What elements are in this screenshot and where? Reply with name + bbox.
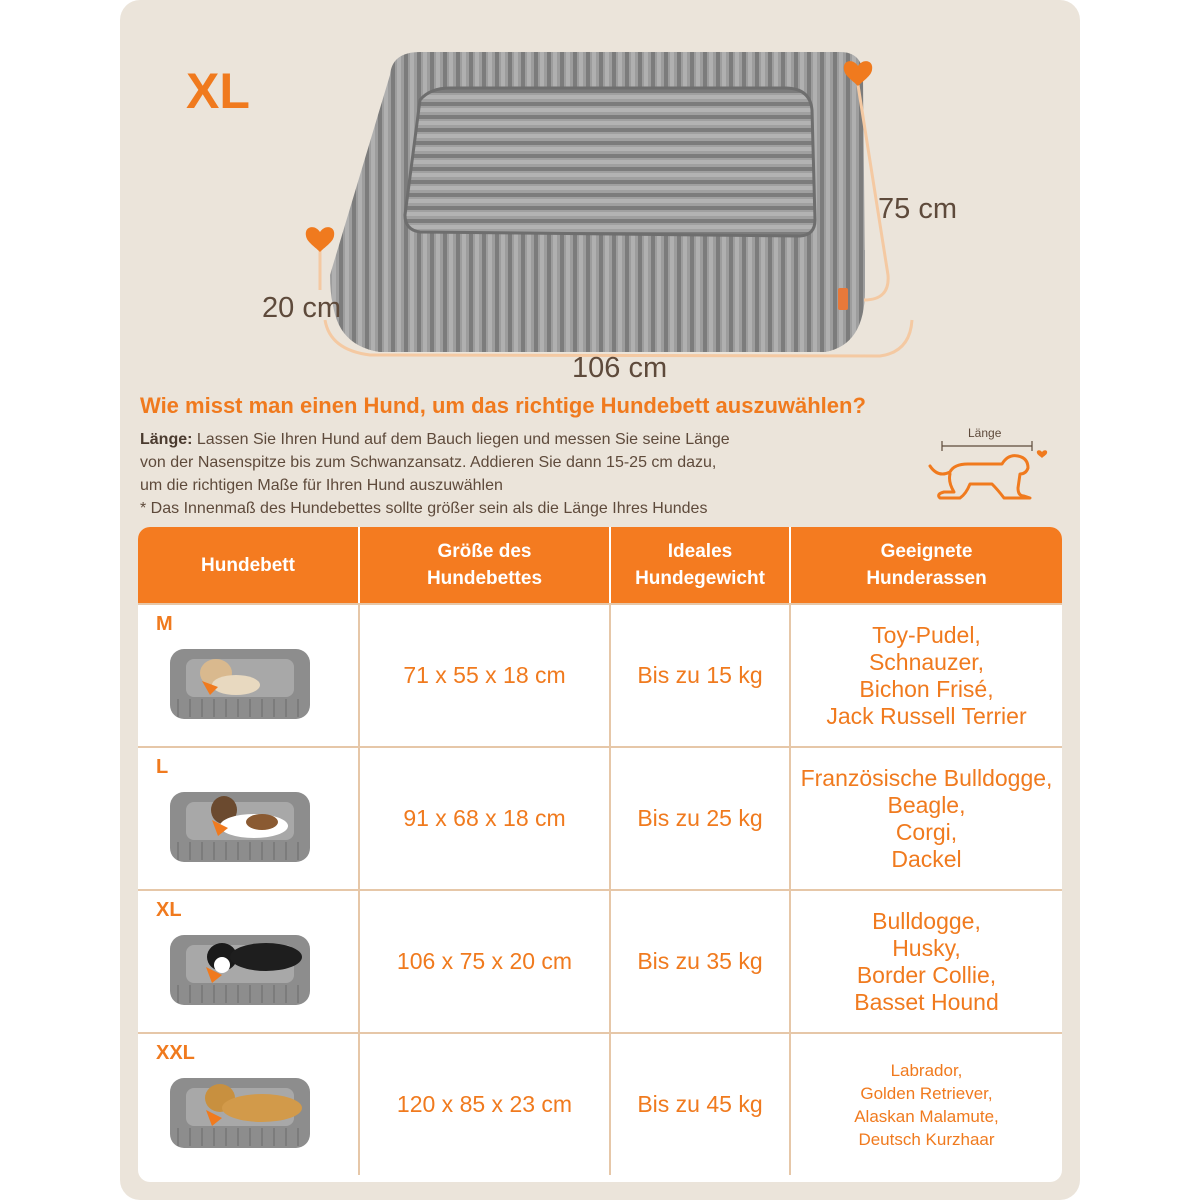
size-table — [138, 527, 1062, 1182]
guide-line-2: von der Nasenspitze bis zum Schwanzansatz. Addieren Sie dann 15-25 cm dazu, — [140, 454, 717, 471]
size-label: L — [156, 756, 169, 778]
header-size: Größe des Hundebettes — [360, 527, 611, 603]
breeds-cell — [791, 748, 1062, 889]
breeds-cell — [791, 605, 1062, 746]
breed: Französische Bulldogge, — [800, 764, 1053, 791]
guide-line-3: um die richtigen Maße für Ihren Hund auszuwählen — [140, 477, 503, 494]
bed-cell — [138, 748, 360, 889]
table-row — [138, 603, 1062, 746]
bed-thumbnail — [166, 641, 316, 723]
breed: Toy-Pudel, — [872, 621, 981, 648]
breed: Alaskan Malamute, — [854, 1106, 999, 1126]
table-row — [138, 1032, 1062, 1175]
guide-line-1 — [140, 428, 860, 451]
bed-dimensions: 106 x 75 x 20 cm — [360, 891, 611, 1032]
bed-thumbnail — [166, 1070, 316, 1152]
length-text: Lassen Sie Ihren Hund auf dem Bauch liegen und messen Sie seine Länge — [192, 431, 730, 448]
size-label: XL — [156, 899, 182, 921]
table-header — [138, 527, 1062, 603]
bed-dimensions: 91 x 68 x 18 cm — [360, 748, 611, 889]
dog-measure-icon — [920, 422, 1050, 504]
guide-note: * Das Innenmaß des Hundebettes sollte größer sein als die Länge Ihres Hundes — [140, 500, 708, 517]
breed: Border Collie, — [856, 961, 997, 988]
breed: Labrador, — [890, 1060, 963, 1080]
header-bed: Hundebett — [138, 527, 360, 603]
breeds-cell — [791, 1034, 1062, 1175]
breed: Schnauzer, — [868, 648, 985, 675]
bed-dimensions: 71 x 55 x 18 cm — [360, 605, 611, 746]
dog-measure-label: Länge — [968, 426, 1002, 440]
product-infographic — [120, 0, 1080, 1200]
table-row — [138, 889, 1062, 1032]
breed: Basset Hound — [854, 988, 999, 1015]
breed: Golden Retriever, — [860, 1083, 993, 1103]
table-row — [138, 746, 1062, 889]
breed: Bulldogge, — [872, 907, 981, 934]
breed: Jack Russell Terrier — [826, 702, 1027, 729]
breed: Deutsch Kurzhaar — [858, 1129, 995, 1149]
header-breeds: Geeignete Hunderassen — [866, 541, 987, 589]
bed-cell — [138, 605, 360, 746]
dog-weight: Bis zu 45 kg — [611, 1034, 791, 1175]
height-label: 20 cm — [262, 292, 341, 324]
breed: Dackel — [891, 845, 962, 872]
dog-weight: Bis zu 15 kg — [611, 605, 791, 746]
breed: Beagle, — [887, 791, 966, 818]
dog-bed-photo — [330, 52, 865, 352]
bed-cell — [138, 1034, 360, 1175]
bed-thumbnail — [166, 927, 316, 1009]
size-title: XL — [186, 63, 250, 119]
heart-arrow-icon — [306, 227, 334, 252]
bed-cell — [138, 891, 360, 1032]
dog-weight: Bis zu 35 kg — [611, 891, 791, 1032]
header-weight: Ideales Hundegewicht — [611, 527, 791, 603]
measure-guide-heading: Wie misst man einen Hund, um das richtige Hundebett auszuwählen? — [140, 393, 866, 418]
dog-weight: Bis zu 25 kg — [611, 748, 791, 889]
breeds-cell — [791, 891, 1062, 1032]
size-label: XXL — [156, 1042, 195, 1064]
breed: Husky, — [892, 934, 961, 961]
breed: Bichon Frisé, — [859, 675, 994, 702]
measure-guide-text — [140, 428, 860, 520]
dog-outline-icon — [930, 456, 1030, 498]
bed-dimensions: 120 x 85 x 23 cm — [360, 1034, 611, 1175]
breed: Corgi, — [895, 818, 958, 845]
bed-thumbnail — [166, 784, 316, 866]
width-label: 106 cm — [572, 352, 668, 384]
length-term: Länge: — [140, 431, 193, 448]
depth-label: 75 cm — [878, 193, 957, 225]
size-label: M — [156, 613, 173, 635]
